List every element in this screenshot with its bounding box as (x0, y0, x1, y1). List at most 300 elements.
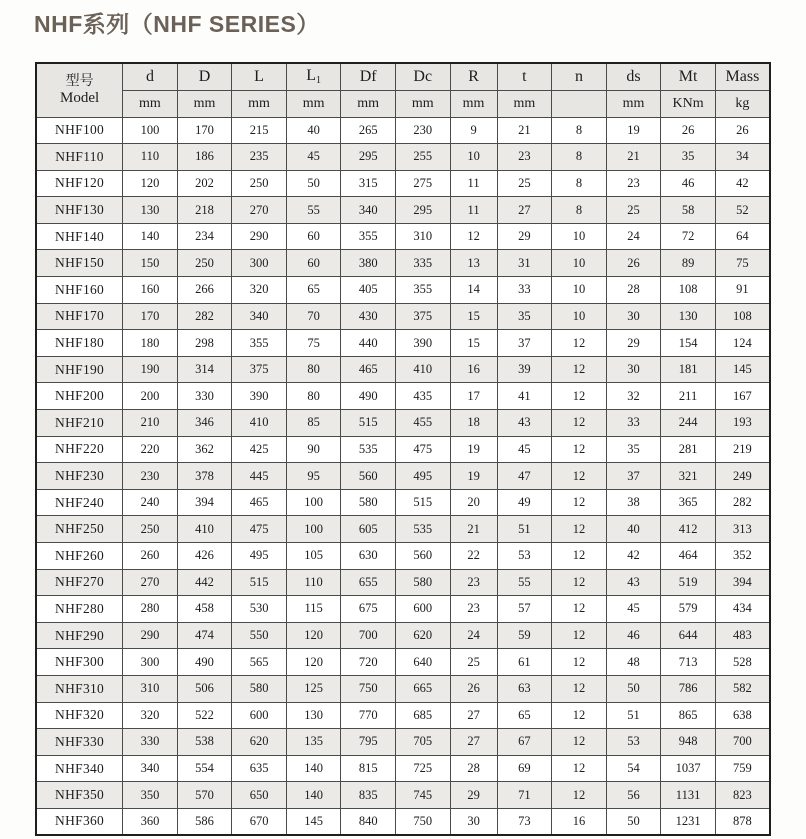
table-row-nhf240 (36, 489, 770, 516)
value-cell-L1: 100 (286, 489, 341, 516)
value-cell-Mass: 700 (715, 729, 770, 756)
value-cell-t: 35 (497, 303, 552, 330)
value-cell-L: 410 (232, 410, 287, 437)
value-cell-L: 650 (232, 782, 287, 809)
value-cell-L1: 135 (286, 729, 341, 756)
value-cell-ds: 21 (606, 144, 661, 171)
value-cell-Mt: 26 (661, 117, 716, 144)
value-cell-d: 230 (123, 463, 178, 490)
value-cell-Mass: 528 (715, 649, 770, 676)
table-row-nhf290 (36, 622, 770, 649)
model-cell: NHF320 (36, 702, 123, 729)
value-cell-d: 150 (123, 250, 178, 277)
value-cell-Mass: 219 (715, 436, 770, 463)
table-row-nhf120 (36, 170, 770, 197)
model-cell: NHF260 (36, 543, 123, 570)
value-cell-Dc: 390 (395, 330, 450, 357)
model-cell: NHF160 (36, 277, 123, 304)
value-cell-Df: 835 (341, 782, 396, 809)
value-cell-ds: 43 (606, 569, 661, 596)
value-cell-d: 170 (123, 303, 178, 330)
value-cell-d: 360 (123, 808, 178, 835)
value-cell-n: 10 (552, 303, 607, 330)
value-cell-L1: 145 (286, 808, 341, 835)
value-cell-D: 538 (177, 729, 232, 756)
value-cell-Mass: 394 (715, 569, 770, 596)
value-cell-n: 8 (552, 117, 607, 144)
model-cell: NHF310 (36, 675, 123, 702)
model-cell: NHF240 (36, 489, 123, 516)
value-cell-Mt: 713 (661, 649, 716, 676)
value-cell-Dc: 725 (395, 755, 450, 782)
value-cell-D: 330 (177, 383, 232, 410)
value-cell-n: 12 (552, 543, 607, 570)
value-cell-Df: 515 (341, 410, 396, 437)
model-cell: NHF250 (36, 516, 123, 543)
value-cell-n: 12 (552, 675, 607, 702)
model-cell: NHF120 (36, 170, 123, 197)
value-cell-d: 250 (123, 516, 178, 543)
value-cell-L1: 70 (286, 303, 341, 330)
value-cell-R: 15 (450, 303, 497, 330)
value-cell-L1: 90 (286, 436, 341, 463)
value-cell-d: 120 (123, 170, 178, 197)
value-cell-Dc: 750 (395, 808, 450, 835)
value-cell-d: 330 (123, 729, 178, 756)
value-cell-Df: 465 (341, 356, 396, 383)
value-cell-R: 13 (450, 250, 497, 277)
value-cell-Mass: 249 (715, 463, 770, 490)
value-cell-Mt: 321 (661, 463, 716, 490)
value-cell-D: 570 (177, 782, 232, 809)
value-cell-D: 266 (177, 277, 232, 304)
value-cell-Dc: 335 (395, 250, 450, 277)
value-cell-ds: 53 (606, 729, 661, 756)
value-cell-Mt: 365 (661, 489, 716, 516)
value-cell-D: 250 (177, 250, 232, 277)
value-cell-n: 12 (552, 356, 607, 383)
value-cell-Df: 535 (341, 436, 396, 463)
model-header-cn: 型号 (65, 74, 94, 90)
value-cell-ds: 50 (606, 675, 661, 702)
value-cell-n: 12 (552, 410, 607, 437)
value-cell-R: 19 (450, 436, 497, 463)
value-cell-t: 71 (497, 782, 552, 809)
value-cell-D: 282 (177, 303, 232, 330)
value-cell-Dc: 560 (395, 543, 450, 570)
value-cell-L1: 110 (286, 569, 341, 596)
value-cell-n: 12 (552, 489, 607, 516)
table-row-nhf340 (36, 755, 770, 782)
value-cell-Mass: 313 (715, 516, 770, 543)
spec-table-body (36, 117, 770, 835)
value-cell-Df: 295 (341, 144, 396, 171)
unit-header-ds: mm (606, 90, 661, 117)
value-cell-Mass: 582 (715, 675, 770, 702)
value-cell-L: 580 (232, 675, 287, 702)
unit-header-n (552, 90, 607, 117)
value-cell-t: 31 (497, 250, 552, 277)
value-cell-D: 314 (177, 356, 232, 383)
symbol-header-Mt: Mt (661, 63, 716, 90)
value-cell-ds: 42 (606, 543, 661, 570)
model-cell: NHF200 (36, 383, 123, 410)
value-cell-D: 586 (177, 808, 232, 835)
value-cell-L: 300 (232, 250, 287, 277)
value-cell-Mt: 786 (661, 675, 716, 702)
value-cell-L1: 130 (286, 702, 341, 729)
value-cell-ds: 32 (606, 383, 661, 410)
value-cell-Mass: 638 (715, 702, 770, 729)
value-cell-D: 458 (177, 596, 232, 623)
value-cell-Dc: 295 (395, 197, 450, 224)
value-cell-L: 495 (232, 543, 287, 570)
value-cell-L: 270 (232, 197, 287, 224)
value-cell-n: 12 (552, 330, 607, 357)
model-cell: NHF130 (36, 197, 123, 224)
value-cell-L1: 65 (286, 277, 341, 304)
value-cell-t: 57 (497, 596, 552, 623)
symbol-header-Df: Df (341, 63, 396, 90)
value-cell-Dc: 375 (395, 303, 450, 330)
table-row-nhf160 (36, 277, 770, 304)
value-cell-t: 53 (497, 543, 552, 570)
value-cell-Df: 315 (341, 170, 396, 197)
value-cell-n: 12 (552, 569, 607, 596)
value-cell-Mt: 644 (661, 622, 716, 649)
symbol-header-Mass: Mass (715, 63, 770, 90)
value-cell-R: 26 (450, 675, 497, 702)
value-cell-Dc: 255 (395, 144, 450, 171)
model-cell: NHF300 (36, 649, 123, 676)
value-cell-Df: 720 (341, 649, 396, 676)
value-cell-L1: 120 (286, 622, 341, 649)
value-cell-n: 8 (552, 197, 607, 224)
table-row-nhf220 (36, 436, 770, 463)
value-cell-L1: 40 (286, 117, 341, 144)
value-cell-t: 41 (497, 383, 552, 410)
value-cell-Mass: 91 (715, 277, 770, 304)
value-cell-d: 210 (123, 410, 178, 437)
value-cell-n: 12 (552, 782, 607, 809)
value-cell-Dc: 515 (395, 489, 450, 516)
value-cell-Df: 340 (341, 197, 396, 224)
model-cell: NHF170 (36, 303, 123, 330)
value-cell-t: 47 (497, 463, 552, 490)
value-cell-Mass: 64 (715, 223, 770, 250)
value-cell-R: 28 (450, 755, 497, 782)
value-cell-D: 186 (177, 144, 232, 171)
table-row-nhf320 (36, 702, 770, 729)
value-cell-L: 375 (232, 356, 287, 383)
value-cell-R: 24 (450, 622, 497, 649)
value-cell-ds: 35 (606, 436, 661, 463)
value-cell-n: 12 (552, 622, 607, 649)
table-row-nhf110 (36, 144, 770, 171)
unit-header-Mt: KNm (661, 90, 716, 117)
value-cell-Df: 560 (341, 463, 396, 490)
value-cell-n: 10 (552, 250, 607, 277)
value-cell-L1: 80 (286, 356, 341, 383)
table-row-nhf330 (36, 729, 770, 756)
value-cell-Dc: 475 (395, 436, 450, 463)
value-cell-Mass: 167 (715, 383, 770, 410)
value-cell-L: 600 (232, 702, 287, 729)
value-cell-L: 550 (232, 622, 287, 649)
value-cell-D: 426 (177, 543, 232, 570)
value-cell-Mass: 483 (715, 622, 770, 649)
value-cell-R: 19 (450, 463, 497, 490)
value-cell-L: 565 (232, 649, 287, 676)
value-cell-Mass: 878 (715, 808, 770, 835)
value-cell-D: 298 (177, 330, 232, 357)
value-cell-Mt: 244 (661, 410, 716, 437)
value-cell-R: 22 (450, 543, 497, 570)
spec-table-head (36, 63, 770, 117)
table-row-nhf130 (36, 197, 770, 224)
value-cell-L: 530 (232, 596, 287, 623)
value-cell-ds: 46 (606, 622, 661, 649)
value-cell-R: 10 (450, 144, 497, 171)
value-cell-L1: 55 (286, 197, 341, 224)
value-cell-t: 73 (497, 808, 552, 835)
value-cell-Mt: 1131 (661, 782, 716, 809)
value-cell-L1: 85 (286, 410, 341, 437)
value-cell-R: 18 (450, 410, 497, 437)
unit-header-Dc: mm (395, 90, 450, 117)
value-cell-n: 12 (552, 596, 607, 623)
value-cell-D: 442 (177, 569, 232, 596)
value-cell-L: 445 (232, 463, 287, 490)
table-row-nhf190 (36, 356, 770, 383)
value-cell-t: 25 (497, 170, 552, 197)
value-cell-R: 29 (450, 782, 497, 809)
value-cell-L1: 50 (286, 170, 341, 197)
value-cell-ds: 28 (606, 277, 661, 304)
symbol-subscript-L1: 1 (316, 75, 322, 87)
value-cell-t: 45 (497, 436, 552, 463)
model-header (36, 63, 123, 117)
value-cell-L: 635 (232, 755, 287, 782)
value-cell-Mass: 108 (715, 303, 770, 330)
value-cell-ds: 37 (606, 463, 661, 490)
value-cell-L1: 140 (286, 782, 341, 809)
value-cell-L1: 80 (286, 383, 341, 410)
page-title: NHF系列（NHF SERIES） (34, 11, 320, 37)
model-cell: NHF140 (36, 223, 123, 250)
value-cell-t: 59 (497, 622, 552, 649)
value-cell-L1: 100 (286, 516, 341, 543)
value-cell-Df: 815 (341, 755, 396, 782)
value-cell-Dc: 410 (395, 356, 450, 383)
symbol-header-t: t (497, 63, 552, 90)
value-cell-L: 620 (232, 729, 287, 756)
table-row-nhf140 (36, 223, 770, 250)
value-cell-n: 12 (552, 436, 607, 463)
value-cell-t: 49 (497, 489, 552, 516)
model-cell: NHF280 (36, 596, 123, 623)
symbol-header-n: n (552, 63, 607, 90)
value-cell-Mass: 52 (715, 197, 770, 224)
value-cell-t: 23 (497, 144, 552, 171)
value-cell-t: 39 (497, 356, 552, 383)
value-cell-R: 9 (450, 117, 497, 144)
symbol-header-D: D (177, 63, 232, 90)
value-cell-D: 218 (177, 197, 232, 224)
value-cell-d: 260 (123, 543, 178, 570)
value-cell-t: 21 (497, 117, 552, 144)
value-cell-d: 300 (123, 649, 178, 676)
value-cell-ds: 50 (606, 808, 661, 835)
value-cell-Df: 675 (341, 596, 396, 623)
symbol-header-L1: $L_1$ (286, 63, 341, 90)
value-cell-D: 554 (177, 755, 232, 782)
value-cell-Dc: 665 (395, 675, 450, 702)
value-cell-t: 27 (497, 197, 552, 224)
value-cell-Mt: 72 (661, 223, 716, 250)
value-cell-Dc: 685 (395, 702, 450, 729)
table-row-nhf350 (36, 782, 770, 809)
value-cell-d: 310 (123, 675, 178, 702)
value-cell-Df: 355 (341, 223, 396, 250)
value-cell-L: 215 (232, 117, 287, 144)
model-header-en: Model (59, 90, 100, 107)
value-cell-Mass: 75 (715, 250, 770, 277)
model-cell: NHF330 (36, 729, 123, 756)
unit-header-R: mm (450, 90, 497, 117)
value-cell-n: 12 (552, 649, 607, 676)
model-cell: NHF190 (36, 356, 123, 383)
value-cell-Mt: 211 (661, 383, 716, 410)
unit-header-d: mm (123, 90, 178, 117)
value-cell-R: 17 (450, 383, 497, 410)
value-cell-Mt: 89 (661, 250, 716, 277)
model-cell: NHF360 (36, 808, 123, 835)
value-cell-t: 33 (497, 277, 552, 304)
value-cell-d: 100 (123, 117, 178, 144)
value-cell-D: 522 (177, 702, 232, 729)
value-cell-n: 10 (552, 223, 607, 250)
value-cell-ds: 45 (606, 596, 661, 623)
value-cell-Mt: 154 (661, 330, 716, 357)
value-cell-L: 355 (232, 330, 287, 357)
value-cell-Df: 840 (341, 808, 396, 835)
symbol-header-Dc: Dc (395, 63, 450, 90)
value-cell-Df: 630 (341, 543, 396, 570)
value-cell-L: 425 (232, 436, 287, 463)
value-cell-Mass: 282 (715, 489, 770, 516)
value-cell-D: 362 (177, 436, 232, 463)
model-cell: NHF270 (36, 569, 123, 596)
model-cell: NHF290 (36, 622, 123, 649)
value-cell-R: 27 (450, 702, 497, 729)
value-cell-L1: 105 (286, 543, 341, 570)
value-cell-D: 202 (177, 170, 232, 197)
value-cell-Dc: 600 (395, 596, 450, 623)
value-cell-R: 12 (450, 223, 497, 250)
value-cell-L: 670 (232, 808, 287, 835)
value-cell-ds: 24 (606, 223, 661, 250)
value-cell-L1: 60 (286, 223, 341, 250)
value-cell-Mt: 948 (661, 729, 716, 756)
value-cell-Dc: 495 (395, 463, 450, 490)
unit-header-D: mm (177, 90, 232, 117)
value-cell-Dc: 640 (395, 649, 450, 676)
model-cell: NHF220 (36, 436, 123, 463)
value-cell-R: 16 (450, 356, 497, 383)
model-cell: NHF180 (36, 330, 123, 357)
value-cell-Df: 655 (341, 569, 396, 596)
value-cell-Mt: 281 (661, 436, 716, 463)
value-cell-ds: 54 (606, 755, 661, 782)
spec-table (35, 62, 771, 836)
value-cell-d: 240 (123, 489, 178, 516)
unit-header-Df: mm (341, 90, 396, 117)
value-cell-ds: 38 (606, 489, 661, 516)
value-cell-ds: 19 (606, 117, 661, 144)
value-cell-R: 21 (450, 516, 497, 543)
value-cell-t: 43 (497, 410, 552, 437)
table-row-nhf100 (36, 117, 770, 144)
value-cell-Mass: 434 (715, 596, 770, 623)
value-cell-D: 170 (177, 117, 232, 144)
table-row-nhf200 (36, 383, 770, 410)
value-cell-Mt: 464 (661, 543, 716, 570)
value-cell-d: 280 (123, 596, 178, 623)
value-cell-n: 12 (552, 729, 607, 756)
value-cell-D: 346 (177, 410, 232, 437)
value-cell-R: 27 (450, 729, 497, 756)
symbol-header-ds: ds (606, 63, 661, 90)
value-cell-D: 378 (177, 463, 232, 490)
model-cell: NHF210 (36, 410, 123, 437)
value-cell-Df: 265 (341, 117, 396, 144)
value-cell-L1: 120 (286, 649, 341, 676)
value-cell-R: 14 (450, 277, 497, 304)
table-row-nhf310 (36, 675, 770, 702)
unit-header-Mass: kg (715, 90, 770, 117)
value-cell-ds: 23 (606, 170, 661, 197)
value-cell-D: 490 (177, 649, 232, 676)
table-row-nhf210 (36, 410, 770, 437)
value-cell-Dc: 745 (395, 782, 450, 809)
value-cell-Mt: 519 (661, 569, 716, 596)
value-cell-Mass: 145 (715, 356, 770, 383)
value-cell-t: 67 (497, 729, 552, 756)
value-cell-Mass: 42 (715, 170, 770, 197)
table-row-nhf250 (36, 516, 770, 543)
value-cell-ds: 48 (606, 649, 661, 676)
value-cell-D: 474 (177, 622, 232, 649)
value-cell-R: 20 (450, 489, 497, 516)
header-row-units (36, 90, 770, 117)
value-cell-Mt: 412 (661, 516, 716, 543)
value-cell-L: 340 (232, 303, 287, 330)
value-cell-ds: 40 (606, 516, 661, 543)
value-cell-D: 410 (177, 516, 232, 543)
value-cell-Dc: 580 (395, 569, 450, 596)
value-cell-Df: 605 (341, 516, 396, 543)
value-cell-Mt: 130 (661, 303, 716, 330)
value-cell-ds: 30 (606, 303, 661, 330)
value-cell-L: 250 (232, 170, 287, 197)
model-cell: NHF230 (36, 463, 123, 490)
value-cell-Dc: 535 (395, 516, 450, 543)
value-cell-Mass: 26 (715, 117, 770, 144)
value-cell-R: 30 (450, 808, 497, 835)
value-cell-n: 8 (552, 144, 607, 171)
value-cell-R: 11 (450, 170, 497, 197)
